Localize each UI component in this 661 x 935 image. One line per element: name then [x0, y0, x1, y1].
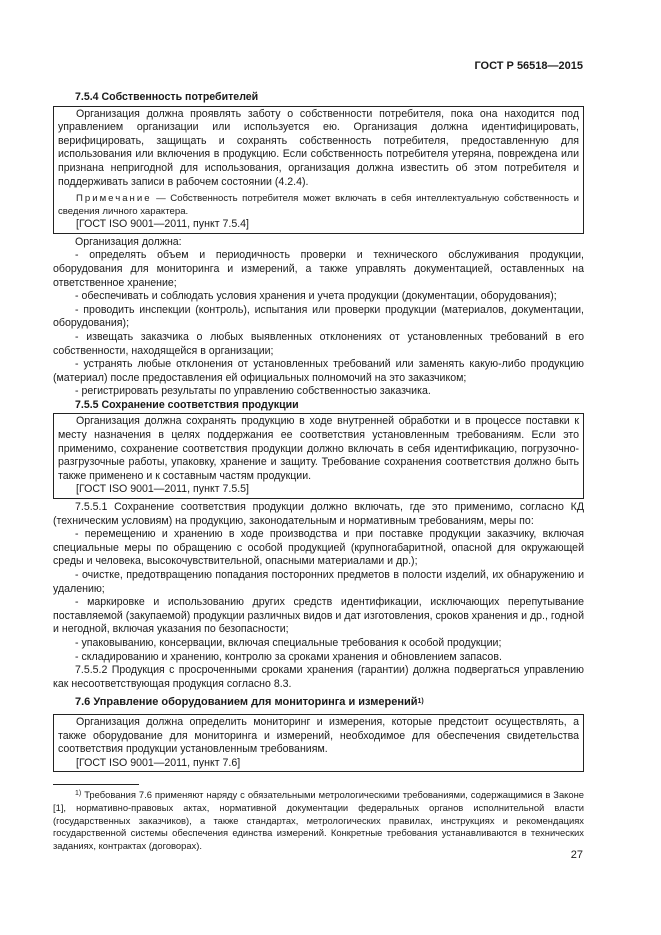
list-item: - регистрировать результаты по управлению собственностью заказчика.	[75, 385, 431, 398]
list-item: - складированию и хранению, контролю за сроками хранения и обновлением запасов.	[75, 650, 502, 663]
list-item: - перемещению и хранению в ходе производства и при поставке продукции заказчику, включая специальные меры по обращению с особой продукцией (крупногабаритной, опасной для окружающей среды и человека, высокочувствительной, опасными материалами и др.);	[53, 528, 584, 568]
quote-text-7-5-4: Организация должна проявлять заботу о собственности потребителя, пока она находится под управлением организации или используется ею. Организация должна идентифицировать, верифицировать, защищать и сохранять собственность потребителя, предоставленную для использования или включения в продукцию. Если собственность потребителя утеряна, повреждена или признана непригодной для использования, организация должна известить об этом потребителя и поддерживать записи в рабочем состоянии (4.2.4).	[58, 107, 579, 188]
paragraph: 7.5.5.2 Продукция с просроченными сроками хранения (гарантии) должна подвергаться управлению как несоответствующая продукция согласно 8.3.	[53, 664, 584, 690]
quote-box-7-5-4	[53, 106, 584, 234]
footnote	[53, 789, 584, 852]
quote-text-7-6: Организация должна определить мониторинг и измерения, которые предстоит осуществлять, а также оборудование для мониторинга и измерений, необходимое для обеспечения свидетельства соответствия продукции установленным требованиям.	[58, 715, 579, 756]
list-item: - обеспечивать и соблюдать условия хранения и учета продукции (документации, оборудования);	[75, 290, 557, 303]
quote-text-7-5-5: Организация должна сохранять продукцию в ходе внутренней обработки и в процессе поставки к месту назначения в целях поддержания ее соответствия установленным требованиям. Если это применимо, сохранение соответствия продукции должно включать в себя идентификацию, погрузочно-разгрузочные работы, упаковку, хранение и защиту. Требование сохранения соответствия должно быть также применено и к составным частям продукции.	[58, 415, 579, 482]
quote-ref-7-6: [ГОСТ ISO 9001—2011, пункт 7.6]	[76, 756, 241, 769]
note-label: Примечание	[76, 193, 152, 205]
list-item: - извещать заказчика о любых выявленных отклонениях от установленных требований в его собственности, находящейся в организации;	[53, 330, 584, 357]
quote-box-7-6	[53, 714, 584, 772]
note-text: — Собственность потребителя может включать в себя интеллектуальную собственность и сведения личного характера.	[58, 193, 579, 218]
page-content	[53, 91, 584, 852]
footnote-reference: 1)	[417, 698, 424, 706]
footnote-text: Требования 7.6 применяют наряду с обязательными метрологическими требованиями, содержащимися в Законе [1], нормативно-правовых актах, нормативной документации федеральных органов исполнительной власти (государственных заказчиков), а также стандартах, метрологических правилах, инструкциях и рекомендациях государственной системы обеспечения единства измерений. Конкретные требования устанавливаются в технических заданиях, контрактах (договорах).	[53, 789, 584, 851]
footnote-divider	[53, 784, 139, 785]
quote-ref-7-5-4: [ГОСТ ISO 9001—2011, пункт 7.5.4]	[76, 218, 249, 231]
paragraph: 7.5.5.1 Сохранение соответствия продукции должно включать, где это применимо, согласно КД (техническим условиям) на продукцию, законодательным и нормативным требованиям, меры по:	[53, 501, 584, 527]
list-item: - устранять любые отклонения от установленных требований или заменять какую-либо продукцию (материал) после предоставления ей официальных полномочий на это заказчиком;	[53, 358, 584, 384]
footnote-mark: 1)	[75, 790, 82, 798]
section-heading-7-5-5: 7.5.5 Сохранение соответствия продукции	[75, 398, 299, 411]
paragraph: Организация должна:	[75, 235, 182, 248]
section-heading-7-6	[53, 696, 584, 710]
list-item: - маркировке и использованию других средств идентификации, исключающих перепутывание поставляемой (закупаемой) продукции различных видов и дат изготовления, сроков хранения и др., годной и негодной, включая указания по безопасности;	[53, 596, 584, 636]
quote-ref-7-5-5: [ГОСТ ISO 9001—2011, пункт 7.5.5]	[76, 483, 249, 496]
list-item: - проводить инспекции (контроль), испытания или проверки продукции (материалов, документации, оборудования);	[53, 303, 584, 330]
note-7-5-4	[58, 192, 579, 218]
list-item: - очистке, предотвращению попадания посторонних предметов в полости изделий, их обнаружению и удалению;	[53, 569, 584, 595]
page-number: 27	[570, 849, 583, 861]
list-item: - определять объем и периодичность проверки и технического обслуживания продукции, оборудования для мониторинга и измерений, а также управлять документацией, оставленных на ответственное хранение;	[53, 249, 584, 289]
list-item: - упаковыванию, консервации, включая специальные требования к особой продукции;	[75, 636, 502, 649]
quote-box-7-5-5	[53, 413, 584, 499]
section-heading-7-6-text: 7.6 Управление оборудованием для мониторинга и измерений	[75, 696, 418, 709]
standard-header: ГОСТ Р 56518—2015	[474, 60, 583, 72]
section-heading-7-5-4: 7.5.4 Собственность потребителей	[75, 91, 259, 103]
